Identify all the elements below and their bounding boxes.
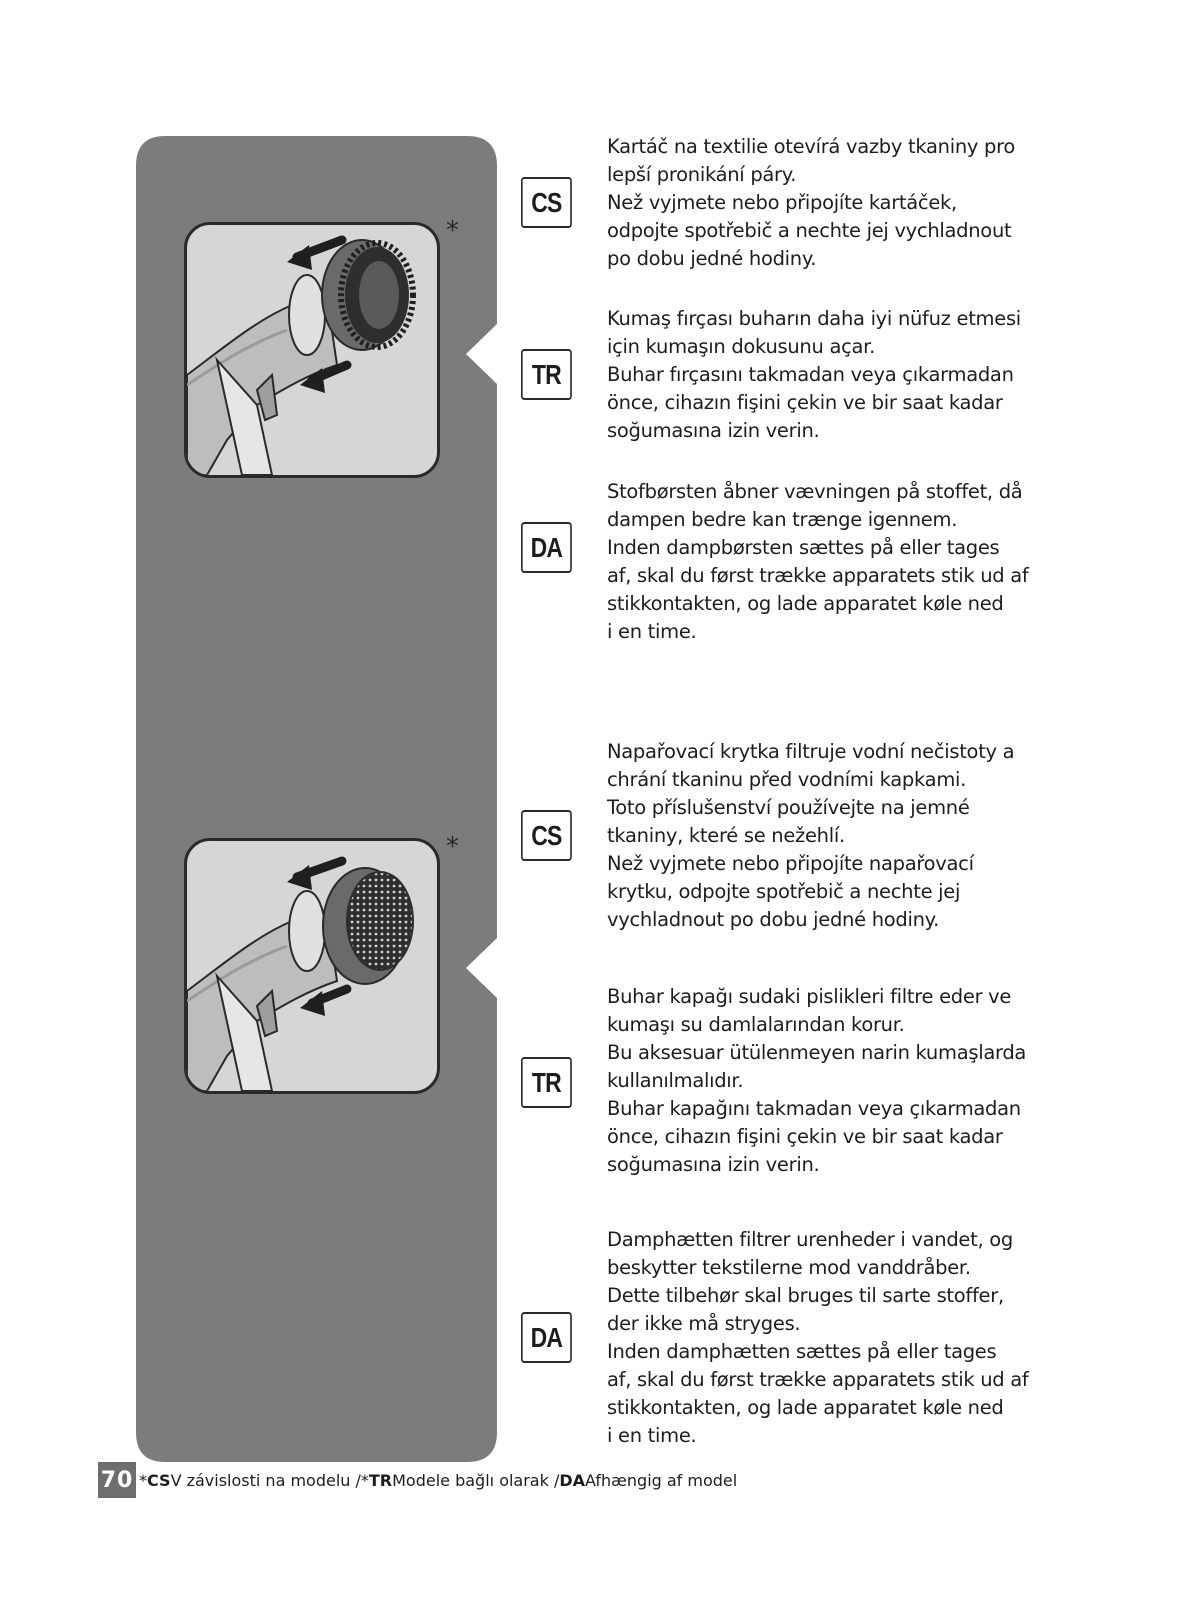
footer [98,1462,858,1498]
text-line: Dette tilbehør skal bruges til sarte stoffer, [607,1284,1004,1307]
footer-da-code: DA [559,1470,586,1490]
text-line: krytku, odpojte spotřebič a nechte jej [607,880,961,903]
text-line: önce, cihazın fişini çekin ve bir saat kadar [607,391,1003,414]
paragraph-tr-steam-cap [607,983,1047,1179]
text-line: Napařovací krytka filtruje vodní nečistoty a [607,740,1015,763]
text-line: Damphætten filtrer urenheder i vandet, og [607,1228,1013,1251]
text-line: i en time. [607,620,697,643]
text-line: Buhar fırçasını takmadan veya çıkarmadan [607,363,1014,386]
text-line: i en time. [607,1424,697,1447]
paragraph-da-steam-cap [607,1226,1047,1450]
language-badge-cs: CS [521,810,572,861]
text-line: Bu aksesuar ütülenmeyen narin kumaşlarda [607,1041,1027,1064]
text-line: önce, cihazın fişini çekin ve bir saat kadar [607,1125,1003,1148]
paragraph-da-brush [607,478,1047,646]
language-badge-da: DA [521,1312,572,1363]
text-line: stikkontakten, og lade apparatet køle ned [607,592,1004,615]
text-line: Toto příslušenství používejte na jemné [607,796,970,819]
text-line: po dobu jedné hodiny. [607,247,817,270]
footer-tr-text: Modele bağlı olarak / [392,1470,560,1490]
language-badge-cs: CS [521,177,572,228]
footer-tr-code: TR [368,1470,393,1490]
text-line: vychladnout po dobu jedné hodiny. [607,908,939,931]
text-line: tkaniny, které se nežehlí. [607,824,845,847]
footer-cs-code: CS [147,1470,171,1490]
text-line: chrání tkaninu před vodními kapkami. [607,768,967,791]
footer-cs-text: V závislosti na modelu / [170,1470,361,1490]
page-number: 70 [98,1462,136,1498]
paragraph-cs-steam-cap [607,738,1047,934]
text-line: odpojte spotřebič a nechte jej vychladnout [607,219,1012,242]
footer-asterisk: * [360,1470,369,1490]
footer-asterisk: * [139,1470,147,1490]
text-line: Inden dampbørsten sættes på eller tages [607,536,1000,559]
brush-attachment-illustration [184,222,440,478]
text-line: dampen bedre kan trænge igennem. [607,508,958,531]
language-badge-tr: TR [521,1057,572,1108]
text-line: der ikke må stryges. [607,1312,801,1335]
language-badge-tr: TR [521,349,572,400]
text-line: Buhar kapağı sudaki pislikleri filtre eder ve [607,985,1012,1008]
text-line: Než vyjmete nebo připojíte kartáček, [607,191,957,214]
text-line: Kumaş fırçası buharın daha iyi nüfuz etmesi [607,307,1021,330]
paragraph-tr-brush [607,305,1047,445]
text-line: kumaşı su damlalarından korur. [607,1013,905,1036]
text-line: af, skal du først trække apparatets stik ud af [607,564,1029,587]
language-badge-da: DA [521,522,572,573]
footer-da-text: Afhængig af model [585,1470,738,1490]
text-line: Než vyjmete nebo připojíte napařovací [607,852,974,875]
text-line: Kartáč na textilie otevírá vazby tkaniny pro [607,135,1016,158]
model-dependent-asterisk: * [446,216,459,246]
text-line: af, skal du først trække apparatets stik ud af [607,1368,1029,1391]
text-line: için kumaşın dokusunu açar. [607,335,875,358]
text-line: lepší pronikání páry. [607,163,797,186]
steam-cap-attachment-illustration [184,838,440,1094]
text-line: soğumasına izin verin. [607,1153,820,1176]
text-line: soğumasına izin verin. [607,419,820,442]
text-line: stikkontakten, og lade apparatet køle ned [607,1396,1004,1419]
text-line: Inden damphætten sættes på eller tages [607,1340,997,1363]
text-line: kullanılmalıdır. [607,1069,744,1092]
paragraph-cs-brush [607,133,1047,273]
text-line: Stofbørsten åbner vævningen på stoffet, då [607,480,1023,503]
text-line: Buhar kapağını takmadan veya çıkarmadan [607,1097,1021,1120]
text-line: beskytter tekstilerne mod vanddråber. [607,1256,971,1279]
model-dependent-asterisk: * [446,832,459,862]
